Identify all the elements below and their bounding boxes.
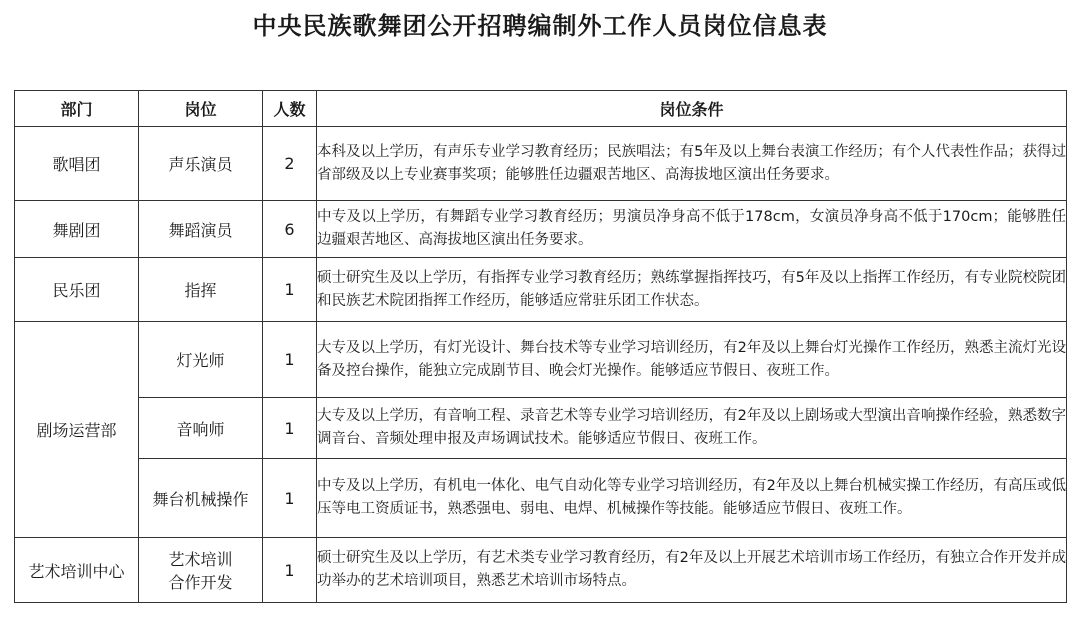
dept-cell: 艺术培训中心 <box>15 538 139 603</box>
dept-cell: 舞剧团 <box>15 201 139 258</box>
conditions-cell: 硕士研究生及以上学历，有指挥专业学习教育经历；熟练掌握指挥技巧，有5年及以上指挥工作经历，有专业院校院团和民族艺术院团指挥工作经历，能够适应常驻乐团工作状态。 <box>317 258 1067 322</box>
dept-cell: 民乐团 <box>15 258 139 322</box>
position-cell: 舞台机械操作 <box>139 459 263 538</box>
count-cell: 1 <box>263 398 317 459</box>
conditions-cell: 大专及以上学历，有灯光设计、舞台技术等专业学习培训经历，有2年及以上舞台灯光操作工作经历，熟悉主流灯光设备及控台操作，能独立完成剧节目、晚会灯光操作。能够适应节假日、夜班工作。 <box>317 322 1067 398</box>
position-line: 艺术培训 <box>168 550 233 569</box>
table-row <box>15 201 1067 258</box>
count-cell: 1 <box>263 459 317 538</box>
conditions-cell: 中专及以上学历，有舞蹈专业学习教育经历；男演员净身高不低于178cm，女演员净身高不低于170cm；能够胜任边疆艰苦地区、高海拔地区演出任务要求。 <box>317 201 1067 258</box>
positions-table <box>14 90 1067 603</box>
position-cell: 指挥 <box>139 258 263 322</box>
count-cell: 1 <box>263 538 317 603</box>
conditions-cell: 中专及以上学历，有机电一体化、电气自动化等专业学习培训经历，有2年及以上舞台机械实操工作经历，有高压或低压等电工资质证书，熟悉强电、弱电、电焊、机械操作等技能。能够适应节假日、夜班工作。 <box>317 459 1067 538</box>
table-row <box>15 258 1067 322</box>
header-dept: 部门 <box>15 91 139 127</box>
count-cell: 1 <box>263 322 317 398</box>
position-cell <box>139 538 263 603</box>
position-cell: 灯光师 <box>139 322 263 398</box>
position-cell: 音响师 <box>139 398 263 459</box>
position-cell: 舞蹈演员 <box>139 201 263 258</box>
conditions-cell: 大专及以上学历，有音响工程、录音艺术等专业学习培训经历，有2年及以上剧场或大型演出音响操作经验，熟悉数字调音台、音频处理申报及声场调试技术。能够适应节假日、夜班工作。 <box>317 398 1067 459</box>
table-row <box>15 459 1067 538</box>
page-title: 中央民族歌舞团公开招聘编制外工作人员岗位信息表 <box>252 12 828 40</box>
header-conditions: 岗位条件 <box>317 91 1067 127</box>
dept-cell: 歌唱团 <box>15 127 139 201</box>
position-line: 合作开发 <box>168 573 233 592</box>
table-header-row <box>15 91 1067 127</box>
conditions-cell: 本科及以上学历，有声乐专业学习教育经历；民族唱法；有5年及以上舞台表演工作经历；有个人代表性作品；获得过省部级及以上专业赛事奖项；能够胜任边疆艰苦地区、高海拔地区演出任务要求。 <box>317 127 1067 201</box>
count-cell: 1 <box>263 258 317 322</box>
header-position: 岗位 <box>139 91 263 127</box>
table-row <box>15 322 1067 398</box>
conditions-cell: 硕士研究生及以上学历，有艺术类专业学习教育经历，有2年及以上开展艺术培训市场工作经历，有独立合作开发并成功举办的艺术培训项目，熟悉艺术培训市场特点。 <box>317 538 1067 603</box>
position-cell: 声乐演员 <box>139 127 263 201</box>
count-cell: 6 <box>263 201 317 258</box>
table-row <box>15 127 1067 201</box>
count-cell: 2 <box>263 127 317 201</box>
dept-cell: 剧场运营部 <box>15 322 139 538</box>
header-count: 人数 <box>263 91 317 127</box>
table-row <box>15 398 1067 459</box>
table-row <box>15 538 1067 603</box>
